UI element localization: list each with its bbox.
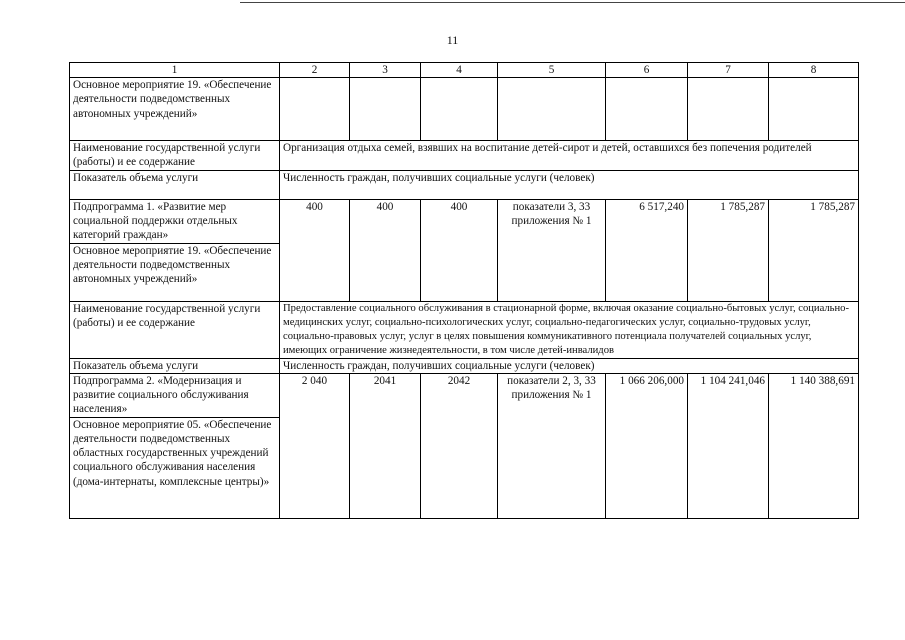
value-cell: 6 517,240 — [606, 199, 688, 301]
service-text-cell: Организация отдыха семей, взявших на воспитание детей-сирот и детей, оставшихся без попечения родителей — [280, 141, 859, 170]
event-title-cell: Основное мероприятие 19. «Обеспечение деятельности подведомственных автономных учреждений» — [70, 78, 280, 141]
value-cell: 2041 — [350, 373, 421, 518]
header-cell: 4 — [421, 63, 498, 78]
header-cell: 8 — [769, 63, 859, 78]
service-label-cell: Наименование государственной услуги (работы) и ее содержание — [70, 141, 280, 170]
indicator-text-cell: Численность граждан, получивших социальные услуги (человек) — [280, 170, 859, 199]
indicators-ref-cell: показатели 3, 33 приложения № 1 — [498, 199, 606, 301]
indicator-label-cell: Показатель объема услуги — [70, 170, 280, 199]
header-cell: 5 — [498, 63, 606, 78]
header-cell: 2 — [280, 63, 350, 78]
service-label-cell: Наименование государственной услуги (работы) и ее содержание — [70, 301, 280, 358]
event-title-cell: Основное мероприятие 19. «Обеспечение деятельности подведомственных автономных учреждений» — [70, 243, 280, 301]
value-cell: 1 785,287 — [688, 199, 769, 301]
table-row — [70, 170, 859, 199]
value-cell: 2 040 — [280, 373, 350, 518]
value-cell: 1 140 388,691 — [769, 373, 859, 518]
value-cell: 400 — [421, 199, 498, 301]
top-border-line — [240, 2, 905, 3]
table-row — [70, 78, 859, 141]
table-row — [70, 373, 859, 417]
indicators-ref-cell: показатели 2, 3, 33 приложения № 1 — [498, 373, 606, 518]
budget-table — [69, 62, 859, 519]
table-row — [70, 141, 859, 170]
header-row — [70, 63, 859, 78]
value-cell: 1 785,287 — [769, 199, 859, 301]
header-cell: 6 — [606, 63, 688, 78]
subprogram-cell: Подпрограмма 2. «Модернизация и развитие социального обслуживания населения» — [70, 373, 280, 417]
event-title-cell: Основное мероприятие 05. «Обеспечение деятельности подведомственных областных государственных учреждений социального обслуживания населения (дома-интернаты, комплексные центры)» — [70, 417, 280, 518]
empty-cell — [421, 78, 498, 141]
indicator-text-cell: Численность граждан, получивших социальные услуги (человек) — [280, 358, 859, 373]
header-cell: 1 — [70, 63, 280, 78]
value-cell: 1 066 206,000 — [606, 373, 688, 518]
header-cell: 3 — [350, 63, 421, 78]
header-cell: 7 — [688, 63, 769, 78]
empty-cell — [688, 78, 769, 141]
empty-cell — [280, 78, 350, 141]
page-number: 11 — [446, 33, 459, 47]
value-cell: 2042 — [421, 373, 498, 518]
value-cell: 400 — [350, 199, 421, 301]
value-cell: 1 104 241,046 — [688, 373, 769, 518]
empty-cell — [350, 78, 421, 141]
value-cell: 400 — [280, 199, 350, 301]
empty-cell — [769, 78, 859, 141]
empty-cell — [606, 78, 688, 141]
table-row — [70, 358, 859, 373]
subprogram-cell: Подпрограмма 1. «Развитие мер социальной поддержки отдельных категорий граждан» — [70, 199, 280, 243]
table-row — [70, 301, 859, 358]
table-row — [70, 199, 859, 243]
service-text-cell: Предоставление социального обслуживания в стационарной форме, включая оказание социально-бытовых услуг, социально-медицинских услуг, социально-психологических услуг, социально-педагогических услуг, социально-трудовых услуг, социально-правовых услуг, услуг в целях повышения коммуникативного потенциала получателей социальных услуг, имеющих ограничение жизнедеятельности, в том числе детей-инвалидов — [280, 301, 859, 358]
empty-cell — [498, 78, 606, 141]
indicator-label-cell: Показатель объема услуги — [70, 358, 280, 373]
